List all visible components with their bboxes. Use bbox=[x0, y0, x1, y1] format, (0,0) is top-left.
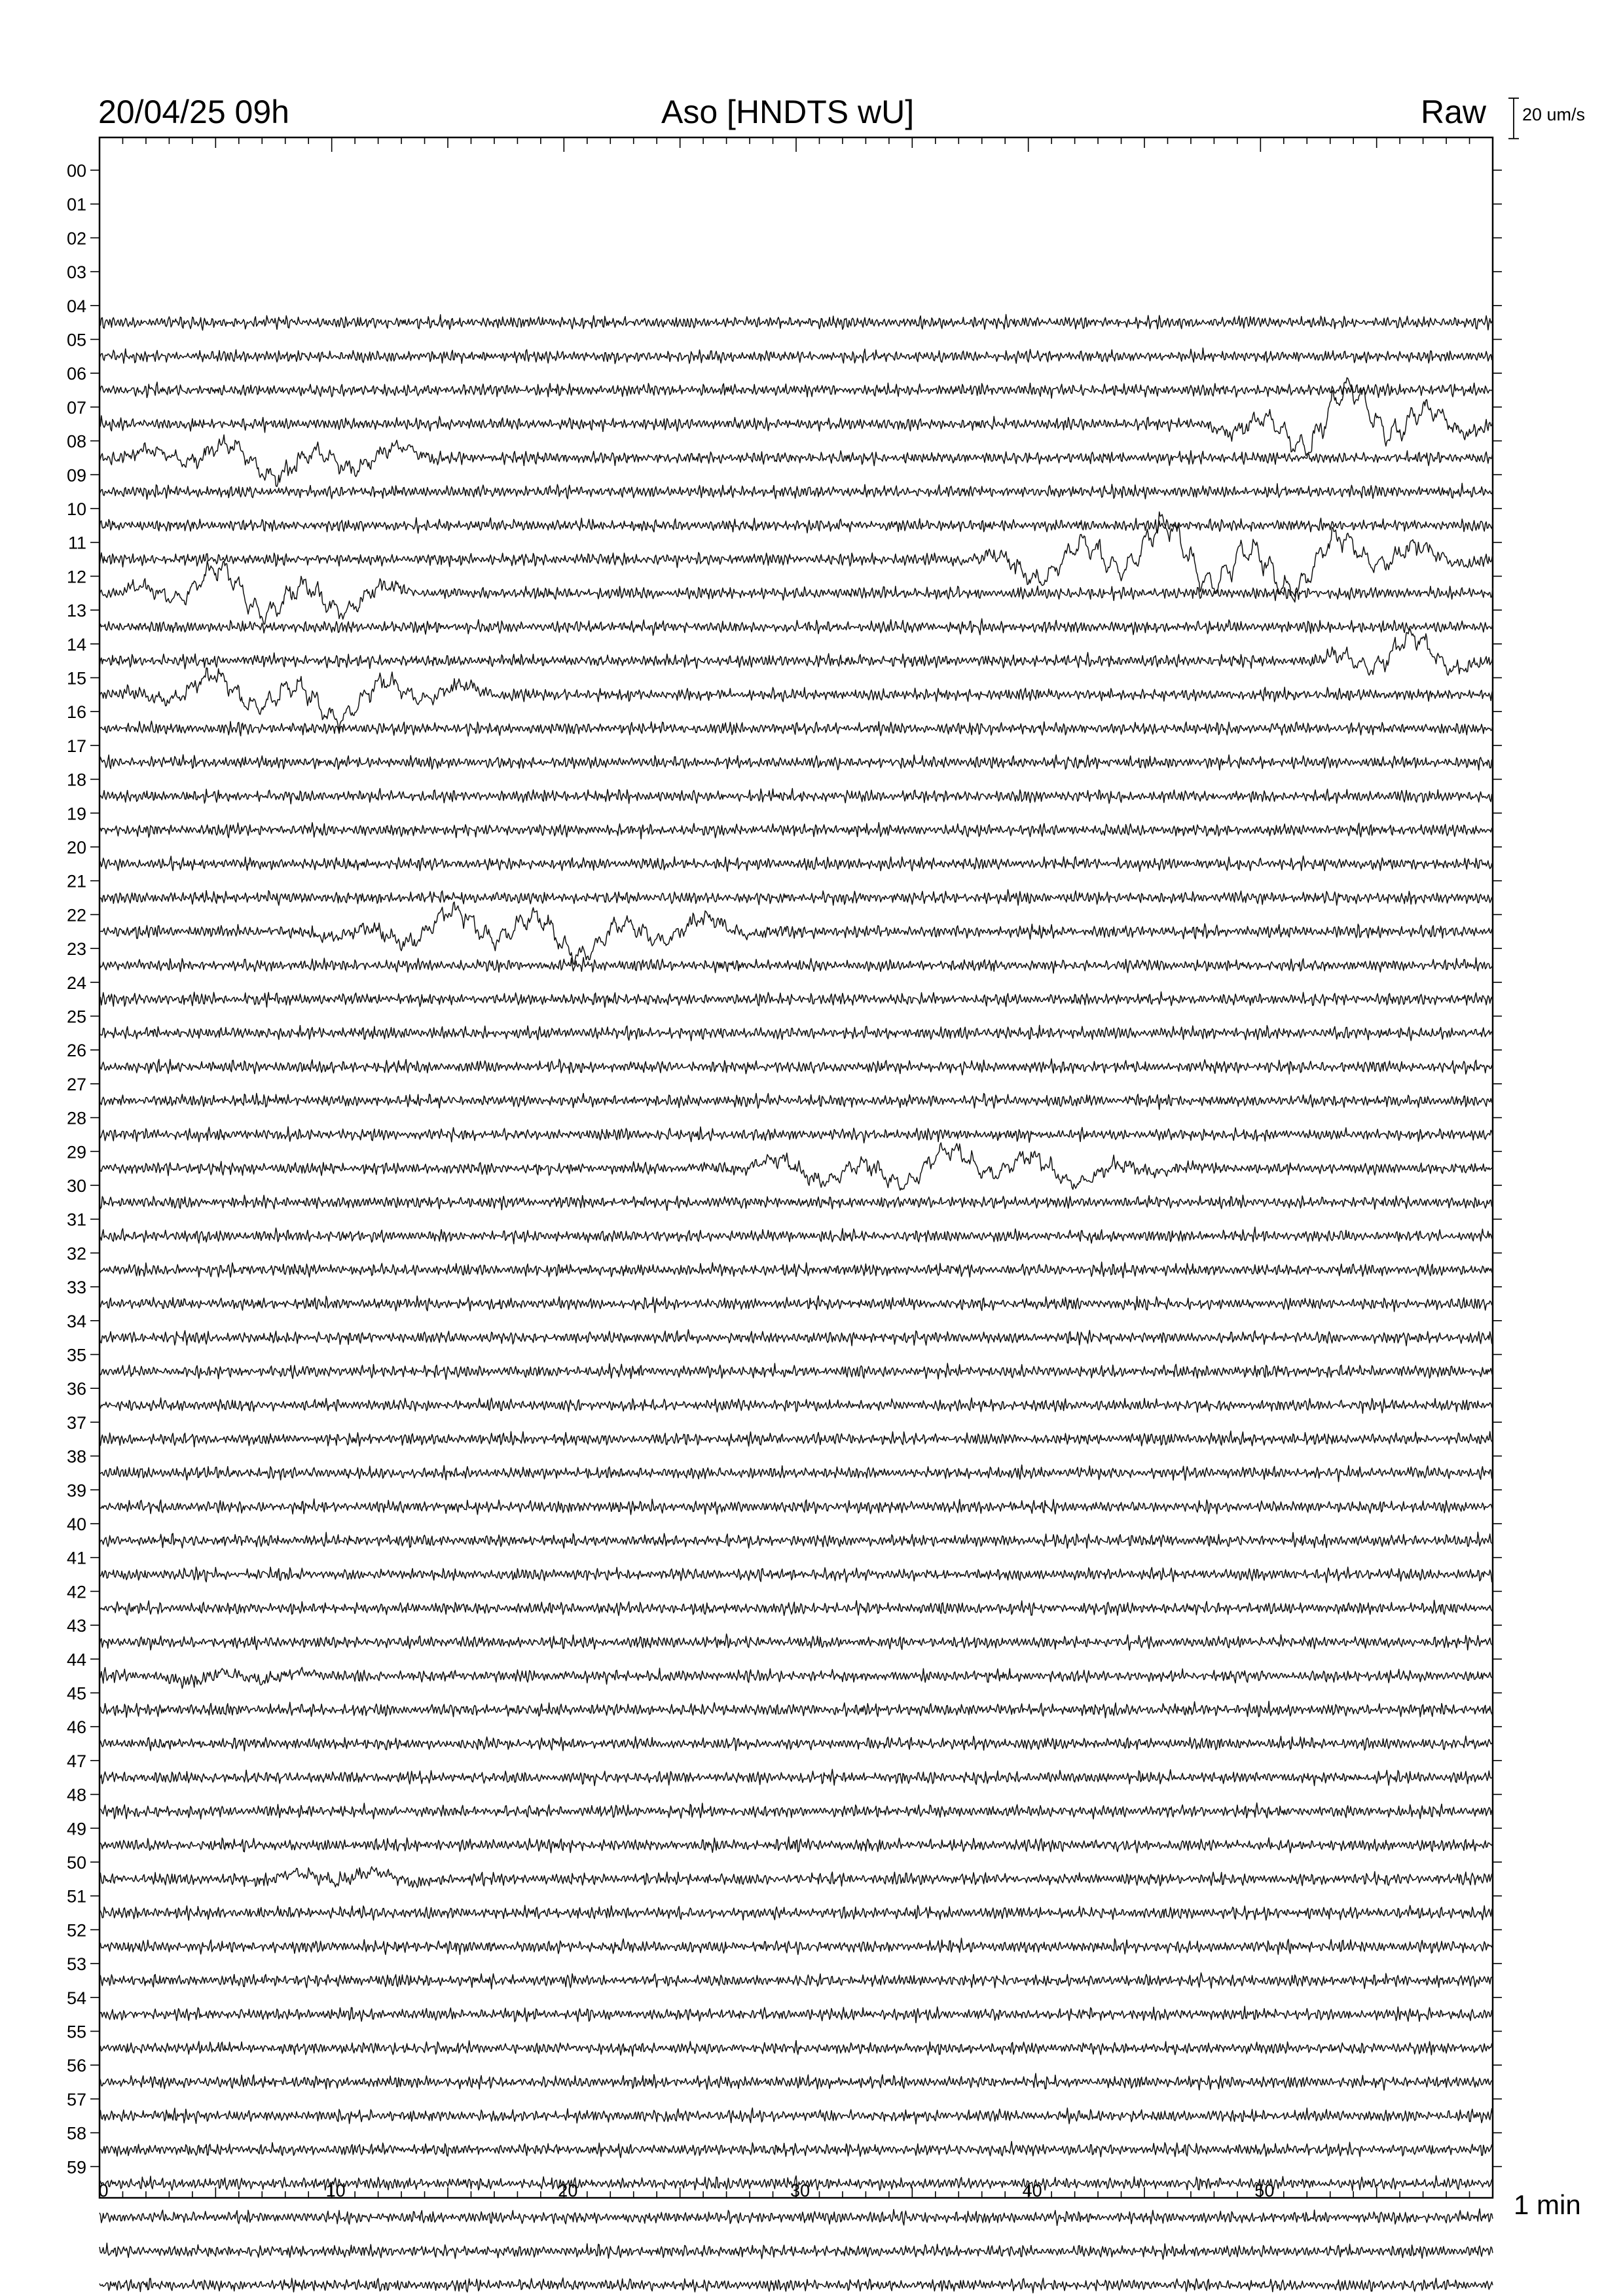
trace-line bbox=[100, 1905, 1493, 1920]
minute-label: 19 bbox=[66, 804, 86, 824]
trace-line bbox=[100, 1600, 1493, 1615]
minute-label: 20 bbox=[66, 838, 86, 857]
trace-line bbox=[100, 348, 1493, 364]
trace-line bbox=[100, 721, 1493, 736]
mode-label: Raw bbox=[1421, 94, 1487, 130]
minute-label: 14 bbox=[66, 634, 86, 655]
trace-line bbox=[100, 1667, 1493, 1688]
minute-label: 10 bbox=[66, 499, 86, 519]
second-label: 20 bbox=[558, 2181, 578, 2200]
trace-line bbox=[100, 823, 1493, 839]
second-label: 50 bbox=[1254, 2181, 1275, 2200]
minute-label: 58 bbox=[66, 2123, 86, 2144]
duration-label: 1 min bbox=[1514, 2189, 1581, 2220]
trace-line bbox=[100, 1837, 1493, 1853]
minute-label: 01 bbox=[66, 194, 86, 215]
minute-label: 52 bbox=[66, 1920, 86, 1941]
trace-line bbox=[100, 435, 1493, 486]
trace-line bbox=[100, 1094, 1493, 1110]
trace-line bbox=[100, 1634, 1493, 1651]
minute-label: 08 bbox=[66, 431, 86, 452]
trace-line bbox=[100, 1026, 1493, 1041]
trace-line bbox=[100, 1769, 1493, 1785]
minute-label: 34 bbox=[66, 1311, 86, 1331]
second-label: 0 bbox=[98, 2181, 109, 2200]
minute-label: 24 bbox=[66, 973, 86, 993]
trace-line bbox=[100, 1973, 1493, 1989]
trace-line bbox=[100, 1431, 1493, 1446]
minute-label: 36 bbox=[66, 1379, 86, 1399]
amplitude-scale-bar bbox=[1508, 98, 1519, 139]
trace-line bbox=[100, 1143, 1493, 1191]
minute-label: 00 bbox=[66, 161, 86, 181]
minute-label: 06 bbox=[66, 364, 86, 384]
station-title: Aso [HNDTS wU] bbox=[661, 94, 915, 130]
minute-label: 13 bbox=[66, 601, 86, 621]
second-label: 10 bbox=[325, 2181, 346, 2200]
minute-label: 46 bbox=[66, 1717, 86, 1738]
trace-line bbox=[100, 2108, 1493, 2125]
minute-label: 53 bbox=[66, 1954, 86, 1975]
trace-line bbox=[100, 1195, 1493, 1210]
trace-line bbox=[100, 1059, 1493, 1075]
trace-line bbox=[100, 2278, 1493, 2293]
trace-line bbox=[100, 2209, 1493, 2226]
trace-line bbox=[100, 483, 1493, 499]
trace-line bbox=[100, 668, 1493, 730]
minute-label: 05 bbox=[66, 330, 86, 350]
trace-line bbox=[100, 1867, 1493, 1888]
trace-line bbox=[100, 1532, 1493, 1549]
trace-line bbox=[100, 992, 1493, 1007]
minute-label: 09 bbox=[66, 465, 86, 486]
minute-label: 04 bbox=[66, 296, 86, 316]
trace-line bbox=[100, 315, 1493, 331]
minute-label: 56 bbox=[66, 2056, 86, 2076]
trace-line bbox=[100, 2243, 1493, 2259]
trace-line bbox=[100, 1803, 1493, 1820]
minute-label: 49 bbox=[66, 1819, 86, 1839]
minute-label: 16 bbox=[66, 702, 86, 723]
minute-labels bbox=[67, 161, 86, 2177]
minute-label: 55 bbox=[66, 2022, 86, 2042]
minute-label: 18 bbox=[66, 770, 86, 790]
trace-line bbox=[100, 629, 1493, 675]
trace-line bbox=[100, 2073, 1493, 2090]
trace-line bbox=[100, 1465, 1493, 1482]
minute-label: 44 bbox=[66, 1649, 86, 1670]
minute-label: 37 bbox=[66, 1412, 86, 1433]
trace-line bbox=[100, 382, 1493, 399]
minute-label: 11 bbox=[67, 533, 86, 553]
minute-label: 47 bbox=[66, 1751, 86, 1771]
trace-line bbox=[100, 1398, 1493, 1414]
minute-label: 31 bbox=[66, 1210, 86, 1230]
trace-line bbox=[100, 2041, 1493, 2056]
minute-label: 59 bbox=[66, 2157, 86, 2178]
trace-line bbox=[100, 2006, 1493, 2022]
minute-label: 45 bbox=[66, 1683, 86, 1704]
minute-label: 48 bbox=[66, 1785, 86, 1805]
trace-line bbox=[100, 1567, 1493, 1583]
trace-line bbox=[100, 1126, 1493, 1143]
minute-label: 22 bbox=[66, 905, 86, 925]
minute-label: 51 bbox=[66, 1886, 86, 1907]
minute-label: 35 bbox=[66, 1345, 86, 1365]
minute-label: 21 bbox=[66, 871, 86, 891]
minute-label: 27 bbox=[66, 1074, 86, 1094]
scale-label: 20 um/s bbox=[1522, 105, 1586, 124]
minute-label: 15 bbox=[66, 668, 86, 689]
trace-line bbox=[100, 1701, 1493, 1717]
minute-label: 42 bbox=[66, 1582, 86, 1602]
minute-label: 43 bbox=[66, 1616, 86, 1636]
minute-label: 12 bbox=[66, 567, 86, 587]
minute-label: 29 bbox=[66, 1142, 86, 1162]
minute-label: 28 bbox=[66, 1108, 86, 1128]
minute-label: 32 bbox=[66, 1244, 86, 1264]
trace-line bbox=[100, 2142, 1493, 2158]
minute-label: 17 bbox=[66, 736, 86, 756]
trace-line bbox=[100, 1499, 1493, 1515]
trace-line bbox=[100, 561, 1493, 624]
trace-line bbox=[100, 518, 1493, 533]
minute-label: 23 bbox=[66, 939, 86, 960]
trace-line bbox=[100, 1296, 1493, 1313]
trace-lines bbox=[100, 315, 1493, 2296]
trace-line bbox=[100, 856, 1493, 872]
trace-line bbox=[100, 889, 1493, 905]
minute-label: 38 bbox=[66, 1446, 86, 1467]
trace-line bbox=[100, 902, 1493, 965]
minute-label: 25 bbox=[66, 1007, 86, 1027]
trace-line bbox=[100, 755, 1493, 770]
minute-label: 39 bbox=[66, 1480, 86, 1501]
trace-line bbox=[100, 619, 1493, 635]
trace-line bbox=[100, 1227, 1493, 1244]
trace-line bbox=[100, 1363, 1493, 1380]
date-hour-label: 20/04/25 09h bbox=[98, 94, 289, 130]
minute-label: 50 bbox=[66, 1853, 86, 1873]
minute-label: 30 bbox=[66, 1176, 86, 1196]
minute-label: 41 bbox=[66, 1548, 86, 1568]
minute-label: 26 bbox=[66, 1041, 86, 1061]
trace-line bbox=[100, 1262, 1493, 1278]
trace-line bbox=[100, 1736, 1493, 1751]
trace-line bbox=[100, 958, 1493, 973]
minute-label: 33 bbox=[66, 1278, 86, 1298]
minute-label: 54 bbox=[66, 1988, 86, 2008]
second-label: 40 bbox=[1022, 2181, 1042, 2200]
trace-line bbox=[100, 1938, 1493, 1954]
trace-line bbox=[100, 1330, 1493, 1346]
second-label: 30 bbox=[790, 2181, 811, 2200]
minute-label: 07 bbox=[66, 397, 86, 418]
minute-label: 03 bbox=[66, 262, 86, 283]
minute-label: 57 bbox=[66, 2089, 86, 2109]
minute-label: 02 bbox=[66, 228, 86, 249]
minute-label: 40 bbox=[66, 1515, 86, 1534]
trace-line bbox=[100, 789, 1493, 804]
